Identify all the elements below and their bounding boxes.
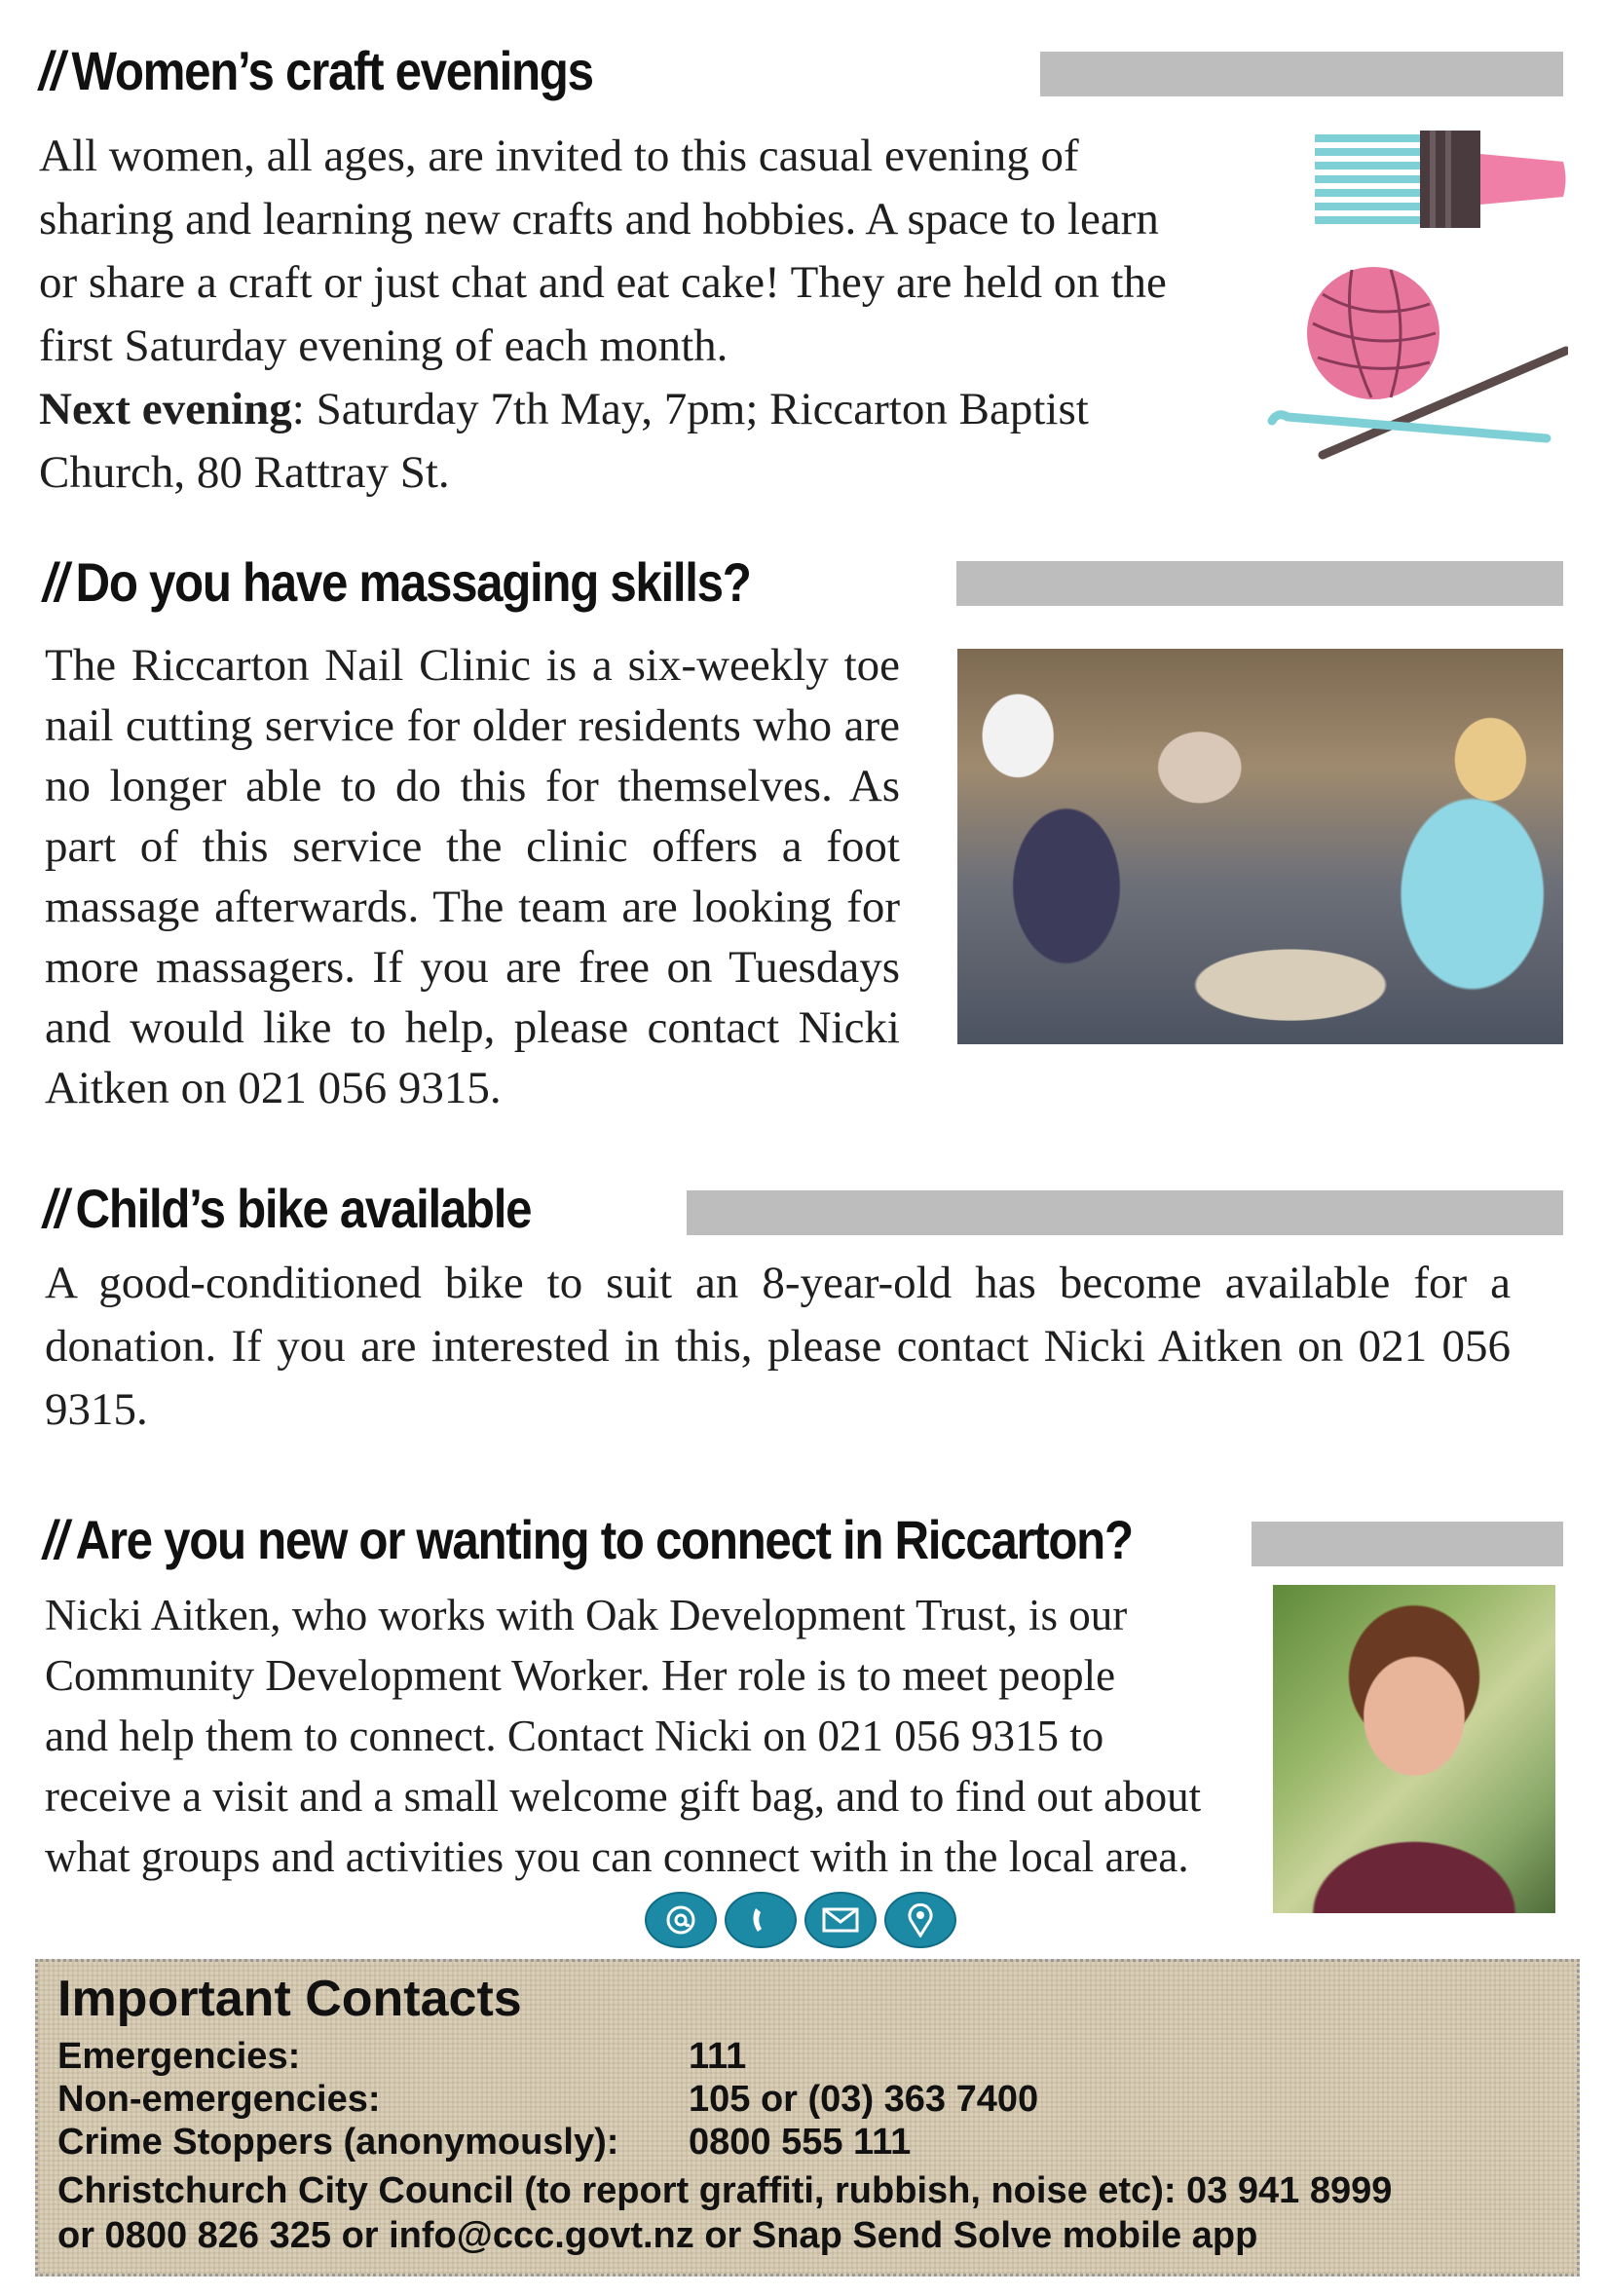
section-heading <box>43 1177 531 1240</box>
nail-clinic-photo <box>957 649 1563 1044</box>
contact-label-non-emergencies: Non-emergencies: <box>57 2079 381 2120</box>
council-contact-line: Christchurch City Council (to report graffiti, rubbish, noise etc): 03 941 8999 <box>57 2170 1393 2211</box>
body-line: receive a visit and a small welcome gift bag, and to find out about <box>45 1772 1202 1821</box>
body-line: All women, all ages, are invited to this casual evening of <box>39 131 1079 181</box>
phone-icon[interactable] <box>725 1892 797 1948</box>
section-heading <box>43 550 751 614</box>
slash-marker: // <box>43 551 67 613</box>
connect-body <box>45 1585 1272 1887</box>
location-pin-icon[interactable] <box>884 1892 956 1948</box>
important-contacts-box <box>35 1959 1580 2277</box>
yarn-ball-icon <box>1264 265 1568 460</box>
heading-bar <box>1252 1522 1563 1566</box>
heading-text: Do you have massaging skills? <box>75 551 751 613</box>
craft-body <box>39 125 1256 505</box>
section-heading <box>43 1508 1133 1571</box>
contacts-title: Important Contacts <box>57 1971 522 2027</box>
heading-text: Child’s bike available <box>75 1178 532 1239</box>
contact-label-emergencies: Emergencies: <box>57 2036 301 2077</box>
heading-bar <box>956 561 1563 606</box>
next-evening-line <box>39 378 1256 441</box>
heading-bar <box>687 1190 1563 1235</box>
body-line: Community Development Worker. Her role is to meet people <box>45 1651 1116 1700</box>
next-evening-label: Next evening <box>39 384 292 434</box>
contact-label-crime-stoppers: Crime Stoppers (anonymously): <box>57 2122 619 2163</box>
heading-bar <box>1040 52 1563 96</box>
section-heading <box>39 39 593 102</box>
envelope-icon[interactable] <box>804 1892 877 1948</box>
heading-text: Are you new or wanting to connect in Riccarton? <box>75 1509 1133 1570</box>
contact-value-non-emergencies: 105 or (03) 363 7400 <box>689 2079 1039 2120</box>
nicki-aitken-photo <box>1273 1585 1555 1913</box>
body-line: first Saturday evening of each month. <box>39 320 729 371</box>
slash-marker: // <box>43 1178 67 1239</box>
body-line: sharing and learning new crafts and hobbies. A space to learn <box>39 194 1159 245</box>
body-line: Church, 80 Rattray St. <box>39 447 450 498</box>
paintbrush-icon <box>1315 125 1568 242</box>
heading-text: Women’s craft evenings <box>71 40 593 101</box>
council-contact-line-2: or 0800 826 325 or info@ccc.govt.nz or Snap Send Solve mobile app <box>57 2215 1258 2256</box>
body-line: and help them to connect. Contact Nicki on 021 056 9315 to <box>45 1712 1104 1760</box>
bike-body: A good-conditioned bike to suit an 8-year-old has become available for a donation. If you are interested in this, please contact Nicki Aitken on 021 056 9315. <box>45 1258 1511 1435</box>
next-evening-value: : Saturday 7th May, 7pm; Riccarton Baptist <box>291 384 1089 434</box>
massage-body: The Riccarton Nail Clinic is a six-weekly toe nail cutting service for older residents who are no longer able to do this for themselves. As part of this service the clinic offers a foot massage afterwards. The team are looking for more massagers. If you are free on Tuesdays and would like to help, please contact Nicki Aitken on 021 056 9315. <box>45 640 900 1113</box>
slash-marker: // <box>43 1509 67 1570</box>
body-line: what groups and activities you can connect with in the local area. <box>45 1832 1189 1881</box>
contact-icon-row <box>645 1892 956 1948</box>
contact-value-crime-stoppers: 0800 555 111 <box>689 2122 912 2163</box>
contact-value-emergencies: 111 <box>689 2036 747 2077</box>
at-icon[interactable] <box>645 1892 717 1948</box>
body-line: Nicki Aitken, who works with Oak Development Trust, is our <box>45 1591 1128 1639</box>
body-line: or share a craft or just chat and eat cake! They are held on the <box>39 257 1167 308</box>
slash-marker: // <box>39 40 63 101</box>
